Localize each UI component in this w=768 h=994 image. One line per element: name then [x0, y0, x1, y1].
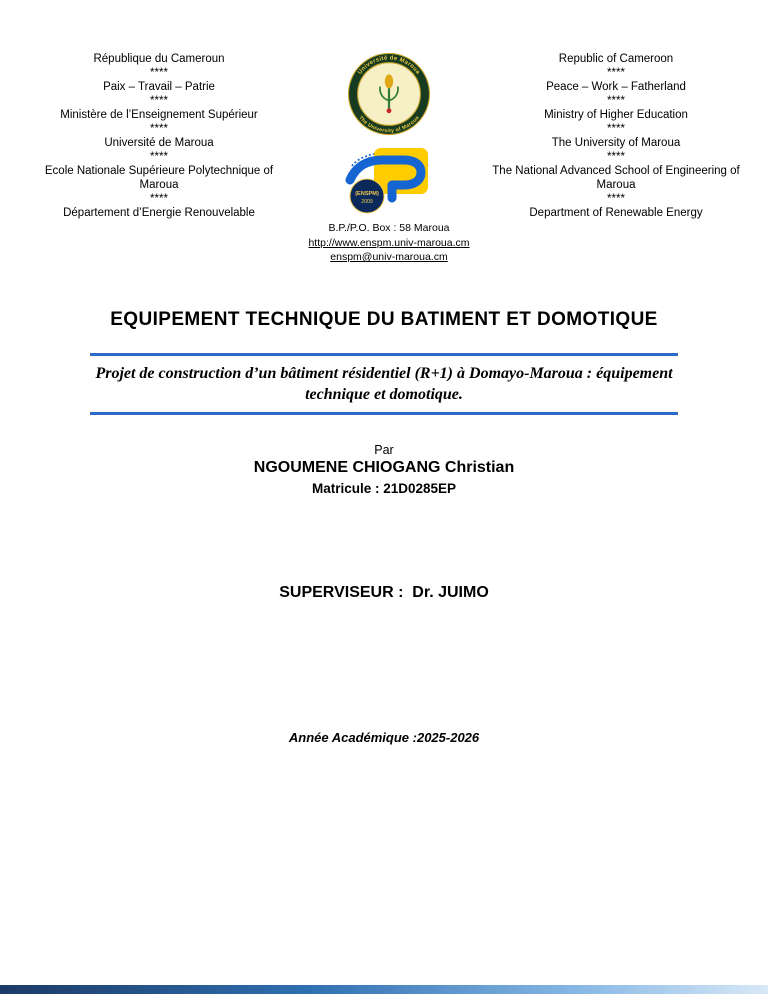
seal-bottom-arc-text: The University of Maroua — [357, 114, 421, 135]
header-line: Ecole Nationale Supérieure Polytechnique of Maroua — [44, 165, 274, 192]
matricule-line: Matricule : 21D0285EP — [311, 481, 457, 497]
stars-separator: **** — [607, 123, 625, 136]
enspm-badge-text: (ENSPM) — [355, 191, 379, 197]
stars-separator: **** — [150, 67, 168, 80]
header-line: Ministère de l’Enseignement Supérieur — [60, 109, 258, 122]
document-subtitle: Projet de construction d’un bâtiment résidentiel (R+1) à Domayo-Maroua : équipement technique et domotique. — [95, 365, 673, 404]
author-block — [0, 443, 768, 496]
header-english-column — [490, 52, 742, 220]
header-line: Peace – Work – Fatherland — [546, 81, 686, 94]
document-title: EQUIPEMENT TECHNIQUE DU BATIMENT ET DOMOTIQUE — [110, 309, 658, 331]
author-name: NGOUMENE CHIOGANG Christian — [253, 459, 515, 477]
header-line: Paix – Travail – Patrie — [103, 81, 215, 94]
stars-separator: **** — [150, 193, 168, 206]
header-line: Ministry of Higher Education — [544, 109, 688, 122]
university-of-maroua-seal-icon — [347, 52, 431, 136]
enspm-badge-year: 2009 — [361, 199, 373, 205]
stars-separator: **** — [607, 95, 625, 108]
header-line: Département d’Energie Renouvelable — [63, 207, 255, 220]
header-line: The University of Maroua — [551, 137, 681, 150]
footer-accent-bar — [0, 985, 768, 994]
par-label: Par — [374, 443, 394, 458]
header-line: République du Cameroun — [93, 53, 225, 65]
header-french-column — [30, 52, 288, 220]
stars-separator: **** — [607, 193, 625, 206]
seal-top-arc-text: Université de Maroua — [357, 55, 421, 76]
contact-block — [308, 221, 469, 265]
header-line: Université de Maroua — [104, 137, 214, 150]
stars-separator: **** — [150, 95, 168, 108]
stars-separator: **** — [150, 123, 168, 136]
supervisor-line: SUPERVISEUR : Dr. JUIMO — [279, 584, 489, 602]
blue-rule-top — [90, 353, 678, 356]
header-logo-column — [298, 52, 480, 265]
po-box-text: B.P./P.O. Box : 58 Maroua — [328, 222, 450, 234]
stars-separator: **** — [607, 67, 625, 80]
website-link[interactable]: http://www.enspm.univ-maroua.cm — [308, 236, 470, 249]
header-line: Republic of Cameroon — [558, 53, 674, 65]
stars-separator: **** — [607, 151, 625, 164]
enspm-logo-icon — [340, 140, 438, 216]
stars-separator: **** — [150, 151, 168, 164]
header-line: The National Advanced School of Engineering of Maroua — [492, 165, 740, 192]
email-link[interactable]: enspm@univ-maroua.cm — [330, 251, 448, 264]
subtitle-block — [90, 353, 678, 415]
document-header — [0, 0, 768, 265]
header-line: Department of Renewable Energy — [529, 207, 703, 220]
blue-rule-bottom — [90, 412, 678, 415]
academic-year: Année Académique :2025-2026 — [288, 730, 480, 746]
